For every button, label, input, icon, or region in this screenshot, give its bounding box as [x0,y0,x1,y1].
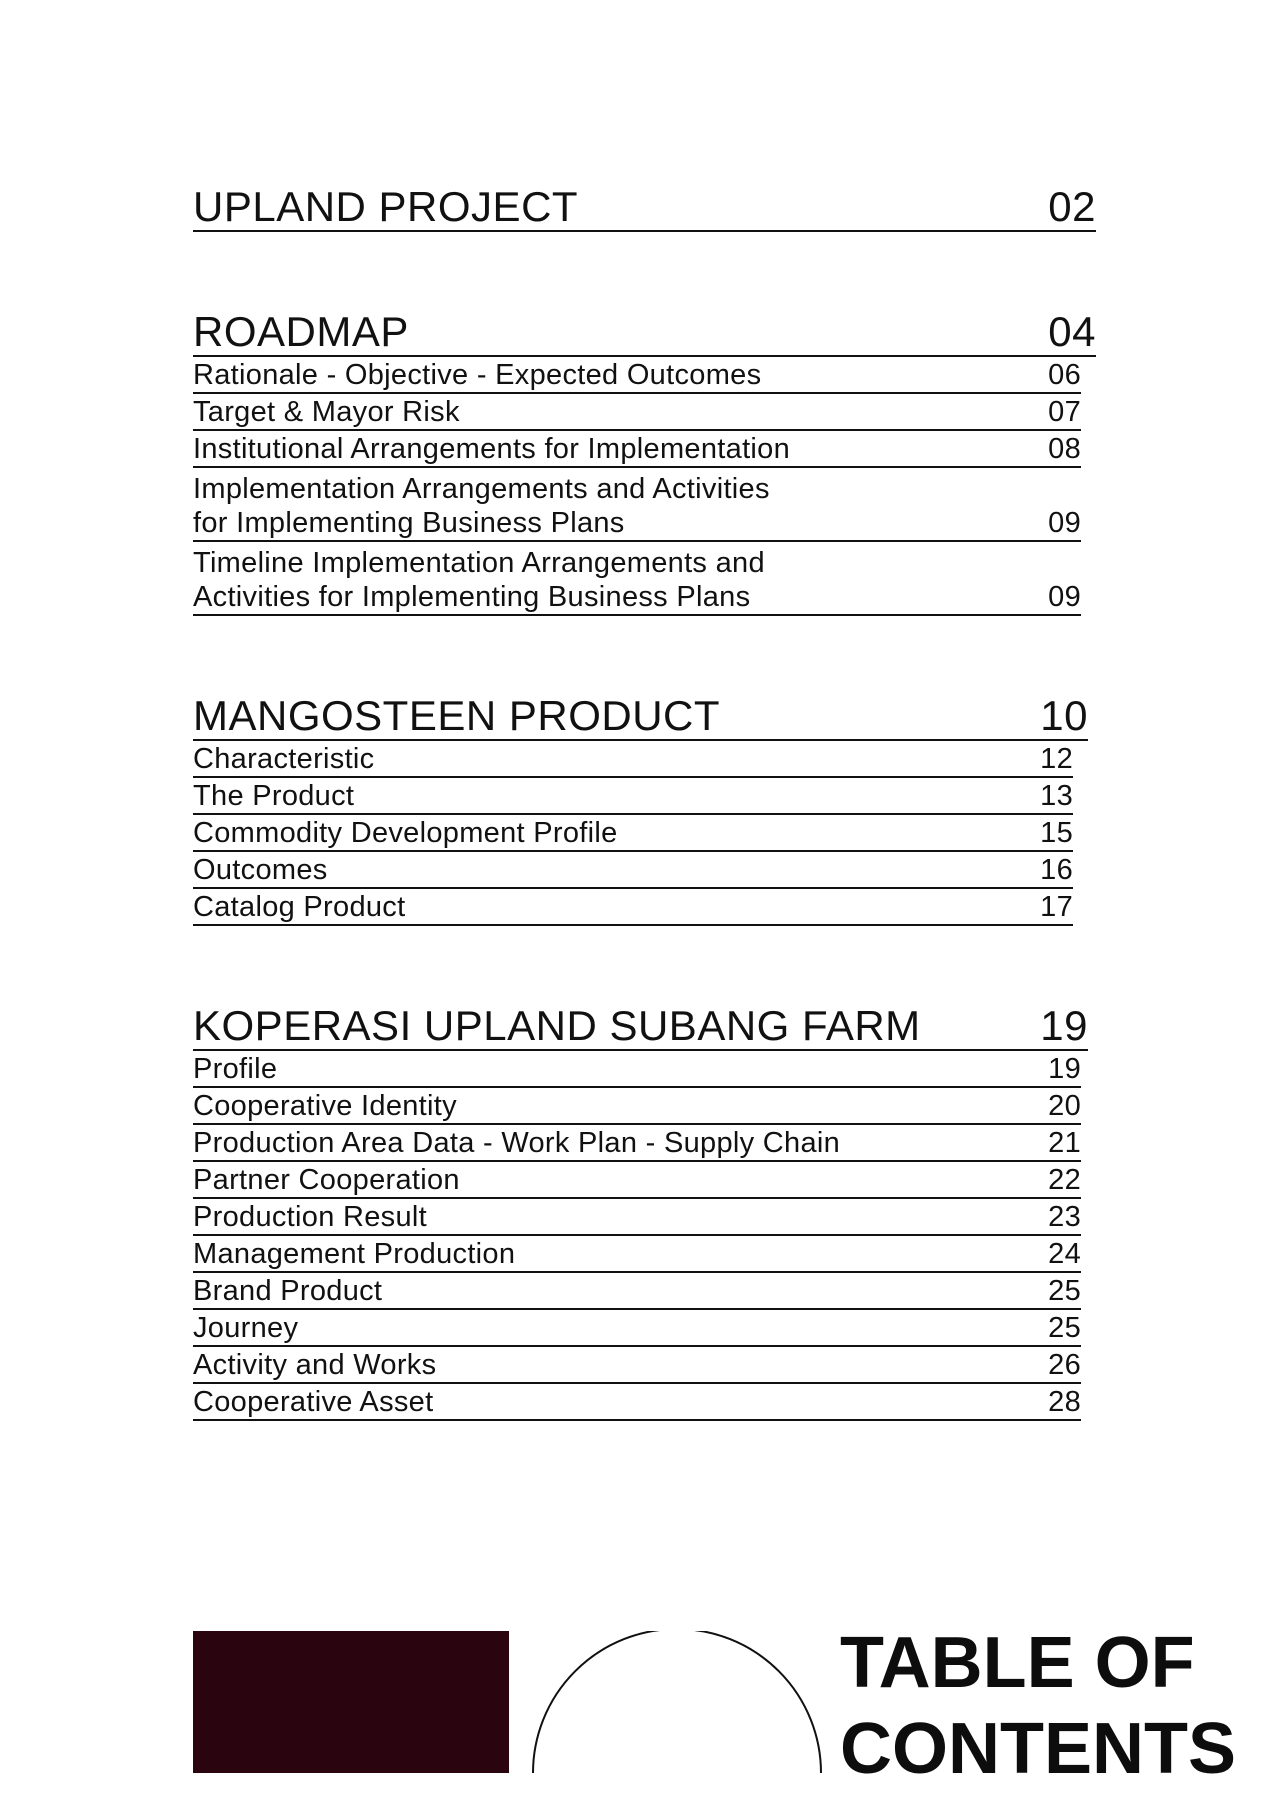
toc-entry[interactable] [193,542,1081,616]
entry-page-number: 09 [1048,581,1081,613]
toc-entry[interactable] [193,1051,1081,1088]
entry-title: Partner Cooperation [193,1164,460,1196]
entry-title: Target & Mayor Risk [193,396,460,428]
toc-entry[interactable] [193,1162,1081,1199]
entry-page-number: 09 [1048,507,1081,539]
entry-title: Activity and Works [193,1349,437,1381]
toc-entry[interactable] [193,1384,1081,1421]
toc-section-roadmap [193,309,1096,616]
entry-title: Catalog Product [193,891,406,923]
toc-entry[interactable] [193,1088,1081,1125]
entry-title: Timeline Implementation Arrangements and Activities for Implementing Business Plans [193,547,765,613]
entry-title: Commodity Development Profile [193,817,618,849]
entry-title: Production Area Data - Work Plan - Supply Chain [193,1127,841,1159]
entry-page-number: 06 [1048,359,1081,391]
toc-entry[interactable] [193,741,1073,778]
entry-page-number: 24 [1048,1238,1081,1270]
document-title-line-1: TABLE OF [840,1623,1195,1703]
toc-entry[interactable] [193,889,1073,926]
entry-title: Characteristic [193,743,375,775]
toc-section-koperasi-upland-subang-farm [193,1003,1088,1421]
entry-title: Rationale - Objective - Expected Outcomes [193,359,762,391]
entry-page-number: 17 [1040,891,1073,923]
entry-page-number: 08 [1048,433,1081,465]
toc-section-mangosteen-product [193,693,1088,926]
entry-page-number: 28 [1048,1386,1081,1418]
entry-page-number: 25 [1048,1312,1081,1344]
toc-entry[interactable] [193,1199,1081,1236]
entry-title: Implementation Arrangements and Activities for Implementing Business Plans [193,473,770,539]
section-heading[interactable] [193,184,1096,232]
entry-title: The Product [193,780,355,812]
toc-entry[interactable] [193,1273,1081,1310]
section-heading[interactable] [193,693,1088,741]
document-title [840,1620,1236,1792]
entry-title: Outcomes [193,854,328,886]
entry-title: Profile [193,1053,278,1085]
entry-page-number: 16 [1040,854,1073,886]
entry-title: Institutional Arrangements for Implementation [193,433,791,465]
entry-page-number: 22 [1048,1164,1081,1196]
entry-title: Journey [193,1312,299,1344]
entry-page-number: 12 [1040,743,1073,775]
entry-page-number: 19 [1048,1053,1081,1085]
toc-entry[interactable] [193,1125,1081,1162]
toc-entry[interactable] [193,394,1081,431]
section-heading[interactable] [193,1003,1088,1051]
toc-entry[interactable] [193,815,1073,852]
entry-title: Brand Product [193,1275,383,1307]
entry-title: Cooperative Asset [193,1386,434,1418]
section-page-number: 02 [1048,183,1096,230]
entry-page-number: 21 [1048,1127,1081,1159]
entry-page-number: 07 [1048,396,1081,428]
section-title: ROADMAP [193,308,409,355]
section-heading[interactable] [193,309,1096,357]
toc-entry[interactable] [193,1236,1081,1273]
semicircle-arc-decoration [531,1631,823,1773]
entry-page-number: 26 [1048,1349,1081,1381]
entry-page-number: 15 [1040,817,1073,849]
toc-entry[interactable] [193,431,1081,468]
accent-color-block [193,1631,509,1773]
entry-title: Management Production [193,1238,516,1270]
toc-section-upland-project [193,184,1096,232]
section-page-number: 04 [1048,308,1096,355]
toc-entry[interactable] [193,468,1081,542]
entry-page-number: 13 [1040,780,1073,812]
toc-entry[interactable] [193,852,1073,889]
entry-page-number: 23 [1048,1201,1081,1233]
toc-entry[interactable] [193,357,1081,394]
section-page-number: 19 [1040,1002,1088,1049]
toc-entry[interactable] [193,1310,1081,1347]
section-title: KOPERASI UPLAND SUBANG FARM [193,1002,921,1049]
entry-title: Production Result [193,1201,427,1233]
entry-page-number: 25 [1048,1275,1081,1307]
document-title-line-2: CONTENTS [840,1709,1236,1789]
section-title: UPLAND PROJECT [193,183,579,230]
section-page-number: 10 [1040,692,1088,739]
entry-title: Cooperative Identity [193,1090,457,1122]
section-title: MANGOSTEEN PRODUCT [193,692,721,739]
toc-entry[interactable] [193,1347,1081,1384]
toc-entry[interactable] [193,778,1073,815]
entry-page-number: 20 [1048,1090,1081,1122]
